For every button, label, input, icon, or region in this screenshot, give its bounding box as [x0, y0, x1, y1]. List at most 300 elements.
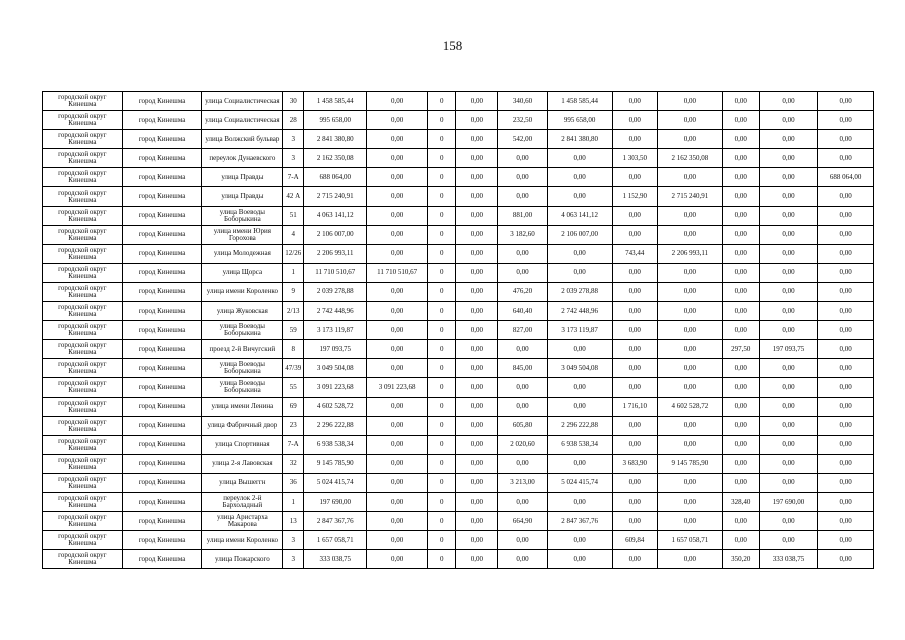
foundation-cost-cell: 197 093,75: [759, 340, 818, 359]
foundation-area-cell: 0,00: [722, 130, 759, 149]
roof-cost-cell: 0,00: [367, 92, 428, 111]
settlement-cell: город Кинешма: [122, 454, 202, 473]
municipality-cell: городской округ Кинешма: [43, 263, 123, 282]
elevator-cost-cell: 0,00: [657, 92, 722, 111]
basement-cost-cell: 0,00: [547, 550, 612, 569]
basement-cost-cell: 0,00: [547, 168, 612, 187]
settlement-cell: город Кинешма: [122, 321, 202, 340]
basement-cost-cell: 0,00: [547, 149, 612, 168]
facade-cost-cell: 0,00: [456, 321, 498, 340]
roof-cost-cell: 0,00: [367, 340, 428, 359]
elevator-cost-cell: 0,00: [657, 168, 722, 187]
house-number-cell: 1: [283, 492, 304, 511]
facade-cost-cell: 0,00: [456, 473, 498, 492]
foundation-area-cell: 0,00: [722, 397, 759, 416]
roof-cost-cell: 0,00: [367, 225, 428, 244]
house-number-cell: 42 А: [283, 187, 304, 206]
other-cost-cell: 0,00: [818, 130, 874, 149]
roof-area-cell: 0: [428, 111, 456, 130]
roof-area-cell: 0: [428, 168, 456, 187]
table-row: [43, 187, 874, 206]
house-number-cell: 3: [283, 531, 304, 550]
elevator-area-cell: 0,00: [612, 512, 657, 531]
elevator-cost-cell: 0,00: [657, 416, 722, 435]
settlement-cell: город Кинешма: [122, 111, 202, 130]
foundation-cost-cell: 0,00: [759, 512, 818, 531]
basement-area-cell: 605,80: [498, 416, 547, 435]
facade-cost-cell: 0,00: [456, 225, 498, 244]
elevator-area-cell: 0,00: [612, 550, 657, 569]
elevator-cost-cell: 0,00: [657, 340, 722, 359]
roof-cost-cell: 0,00: [367, 130, 428, 149]
other-cost-cell: 0,00: [818, 111, 874, 130]
facade-cost-cell: 0,00: [456, 435, 498, 454]
foundation-cost-cell: 0,00: [759, 378, 818, 397]
foundation-area-cell: 0,00: [722, 378, 759, 397]
roof-area-cell: 0: [428, 492, 456, 511]
house-number-cell: 32: [283, 454, 304, 473]
registry-body: [43, 92, 874, 569]
foundation-cost-cell: 0,00: [759, 130, 818, 149]
street-cell: улица имени Юрия Горохова: [202, 225, 283, 244]
basement-cost-cell: 2 296 222,88: [547, 416, 612, 435]
elevator-area-cell: 1 303,50: [612, 149, 657, 168]
elevator-area-cell: 609,84: [612, 531, 657, 550]
table-row: [43, 168, 874, 187]
total-cost-cell: 4 602 528,72: [304, 397, 367, 416]
street-cell: улица имени Короленко: [202, 282, 283, 301]
street-cell: улица Социалистическая: [202, 92, 283, 111]
house-number-cell: 12/26: [283, 244, 304, 263]
roof-area-cell: 0: [428, 206, 456, 225]
facade-cost-cell: 0,00: [456, 92, 498, 111]
elevator-area-cell: 0,00: [612, 92, 657, 111]
other-cost-cell: 0,00: [818, 397, 874, 416]
other-cost-cell: 688 064,00: [818, 168, 874, 187]
table-row: [43, 302, 874, 321]
foundation-cost-cell: 333 038,75: [759, 550, 818, 569]
roof-cost-cell: 0,00: [367, 397, 428, 416]
table-row: [43, 512, 874, 531]
facade-cost-cell: 0,00: [456, 359, 498, 378]
table-row: [43, 473, 874, 492]
facade-cost-cell: 0,00: [456, 378, 498, 397]
basement-area-cell: 0,00: [498, 263, 547, 282]
basement-area-cell: 0,00: [498, 397, 547, 416]
municipality-cell: городской округ Кинешма: [43, 492, 123, 511]
other-cost-cell: 0,00: [818, 416, 874, 435]
elevator-cost-cell: 2 206 993,11: [657, 244, 722, 263]
house-number-cell: 28: [283, 111, 304, 130]
table-row: [43, 378, 874, 397]
table-row: [43, 359, 874, 378]
roof-cost-cell: 11 710 510,67: [367, 263, 428, 282]
facade-cost-cell: 0,00: [456, 512, 498, 531]
elevator-cost-cell: 0,00: [657, 282, 722, 301]
basement-cost-cell: 3 049 504,08: [547, 359, 612, 378]
foundation-area-cell: 0,00: [722, 282, 759, 301]
total-cost-cell: 688 064,00: [304, 168, 367, 187]
table-row: [43, 130, 874, 149]
roof-area-cell: 0: [428, 321, 456, 340]
table-row: [43, 416, 874, 435]
basement-area-cell: 0,00: [498, 378, 547, 397]
roof-cost-cell: 0,00: [367, 512, 428, 531]
street-cell: улица Пожарского: [202, 550, 283, 569]
street-cell: улица 2-я Лавовская: [202, 454, 283, 473]
foundation-cost-cell: 0,00: [759, 187, 818, 206]
settlement-cell: город Кинешма: [122, 302, 202, 321]
table-row: [43, 111, 874, 130]
foundation-area-cell: 0,00: [722, 263, 759, 282]
street-cell: улица Волжский бульвар: [202, 130, 283, 149]
municipality-cell: городской округ Кинешма: [43, 435, 123, 454]
elevator-area-cell: 0,00: [612, 225, 657, 244]
foundation-cost-cell: 0,00: [759, 416, 818, 435]
table-row: [43, 225, 874, 244]
roof-cost-cell: 0,00: [367, 302, 428, 321]
basement-cost-cell: 2 847 367,76: [547, 512, 612, 531]
roof-area-cell: 0: [428, 359, 456, 378]
foundation-area-cell: 0,00: [722, 244, 759, 263]
roof-cost-cell: 0,00: [367, 435, 428, 454]
street-cell: переулок 2-й Бархоладный: [202, 492, 283, 511]
elevator-area-cell: 0,00: [612, 321, 657, 340]
elevator-area-cell: 0,00: [612, 263, 657, 282]
elevator-cost-cell: 0,00: [657, 321, 722, 340]
facade-cost-cell: 0,00: [456, 531, 498, 550]
house-number-cell: 3: [283, 130, 304, 149]
elevator-cost-cell: 0,00: [657, 111, 722, 130]
foundation-area-cell: 0,00: [722, 302, 759, 321]
basement-cost-cell: 1 458 585,44: [547, 92, 612, 111]
other-cost-cell: 0,00: [818, 512, 874, 531]
foundation-area-cell: 297,50: [722, 340, 759, 359]
total-cost-cell: 2 847 367,76: [304, 512, 367, 531]
foundation-cost-cell: 0,00: [759, 263, 818, 282]
total-cost-cell: 1 657 058,71: [304, 531, 367, 550]
house-number-cell: 7-А: [283, 435, 304, 454]
municipality-cell: городской округ Кинешма: [43, 473, 123, 492]
elevator-cost-cell: 0,00: [657, 512, 722, 531]
house-number-cell: 7-А: [283, 168, 304, 187]
total-cost-cell: 197 093,75: [304, 340, 367, 359]
street-cell: улица имени Ленина: [202, 397, 283, 416]
basement-area-cell: 542,00: [498, 130, 547, 149]
facade-cost-cell: 0,00: [456, 149, 498, 168]
basement-cost-cell: 2 742 448,96: [547, 302, 612, 321]
table-row: [43, 492, 874, 511]
roof-cost-cell: 0,00: [367, 244, 428, 263]
municipality-cell: городской округ Кинешма: [43, 282, 123, 301]
foundation-cost-cell: 0,00: [759, 302, 818, 321]
settlement-cell: город Кинешма: [122, 149, 202, 168]
municipality-cell: городской округ Кинешма: [43, 149, 123, 168]
foundation-area-cell: 0,00: [722, 111, 759, 130]
street-cell: улица Воеводы Боборыкина: [202, 321, 283, 340]
foundation-cost-cell: 0,00: [759, 435, 818, 454]
street-cell: переулок Дунаевского: [202, 149, 283, 168]
street-cell: улица Правды: [202, 187, 283, 206]
elevator-cost-cell: 0,00: [657, 359, 722, 378]
basement-cost-cell: 0,00: [547, 263, 612, 282]
foundation-cost-cell: 0,00: [759, 359, 818, 378]
settlement-cell: город Кинешма: [122, 130, 202, 149]
elevator-cost-cell: 0,00: [657, 263, 722, 282]
basement-cost-cell: 0,00: [547, 187, 612, 206]
foundation-cost-cell: 0,00: [759, 531, 818, 550]
street-cell: проезд 2-й Вичугский: [202, 340, 283, 359]
house-number-cell: 2/13: [283, 302, 304, 321]
roof-area-cell: 0: [428, 512, 456, 531]
street-cell: улица имени Короленко: [202, 531, 283, 550]
basement-area-cell: 640,40: [498, 302, 547, 321]
roof-cost-cell: 0,00: [367, 473, 428, 492]
total-cost-cell: 2 162 350,08: [304, 149, 367, 168]
elevator-area-cell: 0,00: [612, 302, 657, 321]
roof-cost-cell: 0,00: [367, 454, 428, 473]
elevator-area-cell: 743,44: [612, 244, 657, 263]
elevator-area-cell: 0,00: [612, 359, 657, 378]
street-cell: улица Жуковская: [202, 302, 283, 321]
basement-area-cell: 0,00: [498, 244, 547, 263]
foundation-area-cell: 0,00: [722, 92, 759, 111]
settlement-cell: город Кинешма: [122, 492, 202, 511]
basement-area-cell: 232,50: [498, 111, 547, 130]
roof-area-cell: 0: [428, 531, 456, 550]
table-row: [43, 550, 874, 569]
house-number-cell: 69: [283, 397, 304, 416]
elevator-area-cell: 3 683,90: [612, 454, 657, 473]
total-cost-cell: 11 710 510,67: [304, 263, 367, 282]
foundation-cost-cell: 0,00: [759, 397, 818, 416]
basement-area-cell: 0,00: [498, 149, 547, 168]
foundation-area-cell: 0,00: [722, 416, 759, 435]
elevator-area-cell: 0,00: [612, 378, 657, 397]
roof-area-cell: 0: [428, 149, 456, 168]
basement-cost-cell: 2 106 007,00: [547, 225, 612, 244]
basement-area-cell: 845,00: [498, 359, 547, 378]
total-cost-cell: 9 145 785,90: [304, 454, 367, 473]
roof-cost-cell: 0,00: [367, 187, 428, 206]
basement-area-cell: 0,00: [498, 454, 547, 473]
municipality-cell: городской округ Кинешма: [43, 550, 123, 569]
settlement-cell: город Кинешма: [122, 416, 202, 435]
facade-cost-cell: 0,00: [456, 397, 498, 416]
basement-cost-cell: 0,00: [547, 244, 612, 263]
settlement-cell: город Кинешма: [122, 512, 202, 531]
settlement-cell: город Кинешма: [122, 168, 202, 187]
settlement-cell: город Кинешма: [122, 378, 202, 397]
other-cost-cell: 0,00: [818, 473, 874, 492]
settlement-cell: город Кинешма: [122, 187, 202, 206]
house-number-cell: 3: [283, 149, 304, 168]
basement-area-cell: 664,90: [498, 512, 547, 531]
elevator-area-cell: 0,00: [612, 206, 657, 225]
foundation-area-cell: 0,00: [722, 321, 759, 340]
total-cost-cell: 2 715 240,91: [304, 187, 367, 206]
other-cost-cell: 0,00: [818, 550, 874, 569]
foundation-cost-cell: 0,00: [759, 473, 818, 492]
elevator-cost-cell: 0,00: [657, 206, 722, 225]
page-number: 158: [442, 38, 463, 53]
elevator-cost-cell: 0,00: [657, 378, 722, 397]
roof-cost-cell: 0,00: [367, 492, 428, 511]
basement-cost-cell: 0,00: [547, 531, 612, 550]
roof-area-cell: 0: [428, 282, 456, 301]
total-cost-cell: 3 173 119,87: [304, 321, 367, 340]
settlement-cell: город Кинешма: [122, 92, 202, 111]
basement-area-cell: 2 020,60: [498, 435, 547, 454]
basement-cost-cell: 2 841 380,80: [547, 130, 612, 149]
basement-cost-cell: 0,00: [547, 397, 612, 416]
foundation-area-cell: 0,00: [722, 187, 759, 206]
table-row: [43, 397, 874, 416]
roof-area-cell: 0: [428, 454, 456, 473]
roof-area-cell: 0: [428, 187, 456, 206]
roof-cost-cell: 0,00: [367, 111, 428, 130]
table-row: [43, 531, 874, 550]
elevator-cost-cell: 9 145 785,90: [657, 454, 722, 473]
roof-area-cell: 0: [428, 130, 456, 149]
other-cost-cell: 0,00: [818, 454, 874, 473]
elevator-cost-cell: 0,00: [657, 130, 722, 149]
foundation-cost-cell: 197 690,00: [759, 492, 818, 511]
roof-cost-cell: 0,00: [367, 531, 428, 550]
basement-area-cell: 881,00: [498, 206, 547, 225]
facade-cost-cell: 0,00: [456, 492, 498, 511]
other-cost-cell: 0,00: [818, 149, 874, 168]
elevator-cost-cell: 0,00: [657, 550, 722, 569]
basement-cost-cell: 0,00: [547, 454, 612, 473]
elevator-area-cell: 0,00: [612, 416, 657, 435]
basement-cost-cell: 5 024 415,74: [547, 473, 612, 492]
house-number-cell: 30: [283, 92, 304, 111]
house-number-cell: 23: [283, 416, 304, 435]
settlement-cell: город Кинешма: [122, 531, 202, 550]
municipality-cell: городской округ Кинешма: [43, 321, 123, 340]
municipality-cell: городской округ Кинешма: [43, 531, 123, 550]
total-cost-cell: 5 024 415,74: [304, 473, 367, 492]
settlement-cell: город Кинешма: [122, 244, 202, 263]
table-row: [43, 263, 874, 282]
foundation-area-cell: 0,00: [722, 168, 759, 187]
foundation-area-cell: 0,00: [722, 473, 759, 492]
municipality-cell: городской округ Кинешма: [43, 225, 123, 244]
roof-area-cell: 0: [428, 92, 456, 111]
other-cost-cell: 0,00: [818, 531, 874, 550]
foundation-area-cell: 0,00: [722, 206, 759, 225]
total-cost-cell: 4 063 141,12: [304, 206, 367, 225]
foundation-area-cell: 0,00: [722, 359, 759, 378]
roof-area-cell: 0: [428, 378, 456, 397]
elevator-cost-cell: 0,00: [657, 492, 722, 511]
basement-cost-cell: 2 039 278,88: [547, 282, 612, 301]
elevator-cost-cell: 0,00: [657, 302, 722, 321]
table-row: [43, 321, 874, 340]
house-number-cell: 55: [283, 378, 304, 397]
other-cost-cell: 0,00: [818, 263, 874, 282]
municipality-cell: городской округ Кинешма: [43, 187, 123, 206]
foundation-area-cell: 328,40: [722, 492, 759, 511]
basement-cost-cell: 995 658,00: [547, 111, 612, 130]
elevator-area-cell: 0,00: [612, 168, 657, 187]
foundation-cost-cell: 0,00: [759, 321, 818, 340]
foundation-cost-cell: 0,00: [759, 111, 818, 130]
elevator-area-cell: 0,00: [612, 340, 657, 359]
basement-area-cell: 827,00: [498, 321, 547, 340]
elevator-area-cell: 0,00: [612, 282, 657, 301]
roof-area-cell: 0: [428, 302, 456, 321]
foundation-area-cell: 0,00: [722, 149, 759, 168]
total-cost-cell: 2 742 448,96: [304, 302, 367, 321]
street-cell: улица Щорса: [202, 263, 283, 282]
foundation-cost-cell: 0,00: [759, 225, 818, 244]
roof-cost-cell: 0,00: [367, 149, 428, 168]
roof-cost-cell: 0,00: [367, 282, 428, 301]
facade-cost-cell: 0,00: [456, 168, 498, 187]
basement-area-cell: 0,00: [498, 531, 547, 550]
total-cost-cell: 995 658,00: [304, 111, 367, 130]
roof-cost-cell: 0,00: [367, 359, 428, 378]
basement-area-cell: 0,00: [498, 187, 547, 206]
roof-area-cell: 0: [428, 225, 456, 244]
municipality-cell: городской округ Кинешма: [43, 378, 123, 397]
street-cell: улица Воеводы Боборыкина: [202, 378, 283, 397]
other-cost-cell: 0,00: [818, 225, 874, 244]
basement-cost-cell: 3 173 119,87: [547, 321, 612, 340]
roof-area-cell: 0: [428, 340, 456, 359]
settlement-cell: город Кинешма: [122, 225, 202, 244]
roof-cost-cell: 0,00: [367, 206, 428, 225]
settlement-cell: город Кинешма: [122, 435, 202, 454]
total-cost-cell: 333 038,75: [304, 550, 367, 569]
house-number-cell: 9: [283, 282, 304, 301]
house-number-cell: 1: [283, 263, 304, 282]
roof-area-cell: 0: [428, 550, 456, 569]
basement-cost-cell: 0,00: [547, 378, 612, 397]
foundation-cost-cell: 0,00: [759, 206, 818, 225]
roof-cost-cell: 3 091 223,68: [367, 378, 428, 397]
roof-area-cell: 0: [428, 435, 456, 454]
municipality-cell: городской округ Кинешма: [43, 512, 123, 531]
settlement-cell: город Кинешма: [122, 397, 202, 416]
elevator-cost-cell: 2 162 350,08: [657, 149, 722, 168]
total-cost-cell: 6 938 538,34: [304, 435, 367, 454]
house-number-cell: 59: [283, 321, 304, 340]
municipality-cell: городской округ Кинешма: [43, 454, 123, 473]
table-row: [43, 454, 874, 473]
table-row: [43, 92, 874, 111]
table-row: [43, 435, 874, 454]
facade-cost-cell: 0,00: [456, 416, 498, 435]
total-cost-cell: 2 841 380,80: [304, 130, 367, 149]
total-cost-cell: 2 206 993,11: [304, 244, 367, 263]
roof-area-cell: 0: [428, 397, 456, 416]
basement-area-cell: 0,00: [498, 340, 547, 359]
other-cost-cell: 0,00: [818, 187, 874, 206]
other-cost-cell: 0,00: [818, 359, 874, 378]
elevator-cost-cell: 0,00: [657, 225, 722, 244]
table-row: [43, 206, 874, 225]
settlement-cell: город Кинешма: [122, 550, 202, 569]
foundation-area-cell: 0,00: [722, 435, 759, 454]
elevator-area-cell: 0,00: [612, 473, 657, 492]
street-cell: улица Молодежная: [202, 244, 283, 263]
municipality-cell: городской округ Кинешма: [43, 168, 123, 187]
roof-cost-cell: 0,00: [367, 550, 428, 569]
house-number-cell: 51: [283, 206, 304, 225]
